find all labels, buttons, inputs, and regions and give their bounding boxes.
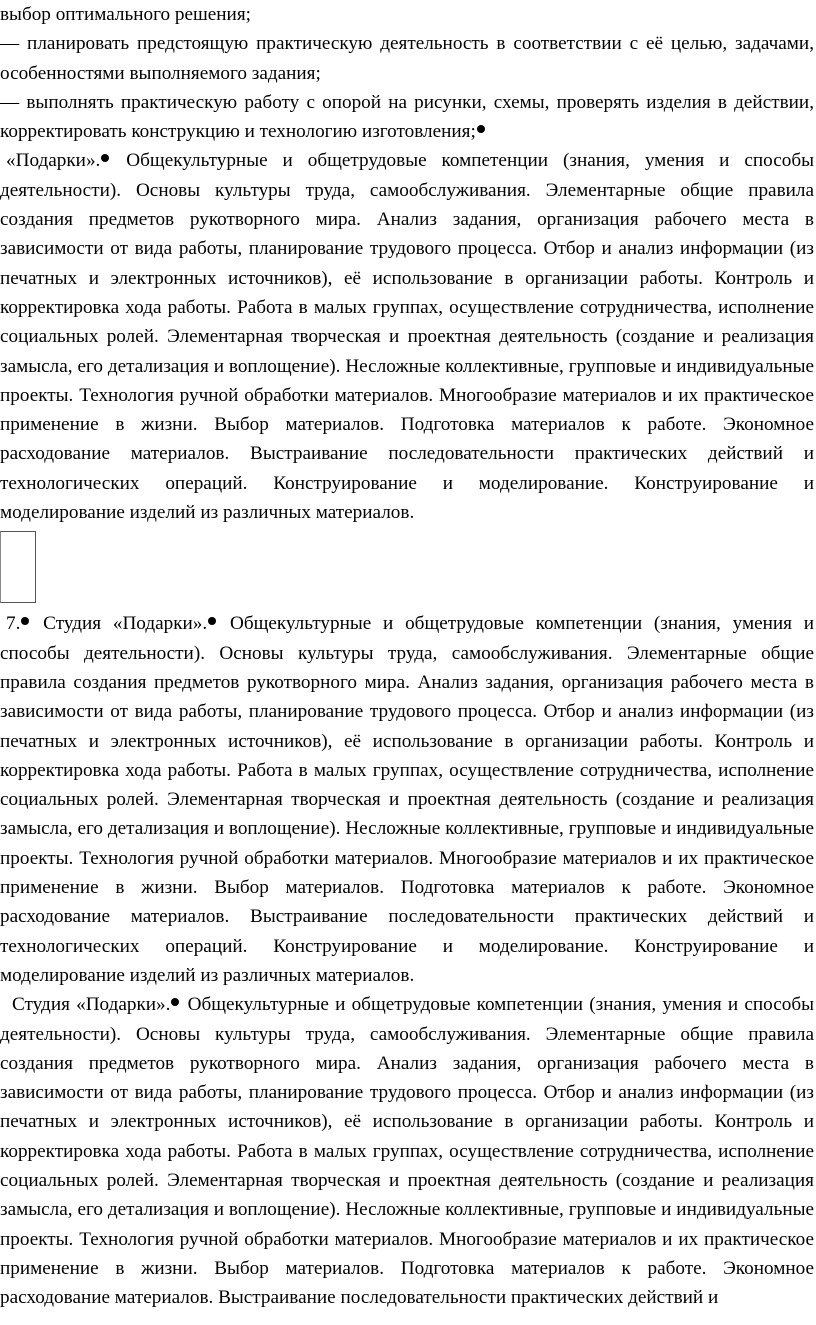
bullet-icon xyxy=(21,617,29,625)
gifts-title: «Подарки». xyxy=(6,150,101,172)
studio-title: Студия «Подарки». xyxy=(31,613,208,635)
bullet-icon xyxy=(477,125,485,133)
bullet-icon xyxy=(208,617,216,625)
studio-body-repeat: Общекультурные и общетрудовые компетенции (знания, умения и способы деятельности). Основы культуры труда, самообслуживания. Элементарные общие правила создания предметов рукотворного мира. Анализ задания, организация рабочего места в зависимости от вида работы, планирование трудового процесса. Отбор и анализ информации (из печатных и электронных источников), её использование в организации работы. Контроль и корректировка хода работы. Работа в малых группах, осуществление сотрудничества, исполнение социальных ролей. Элементарная творческая и проектная деятельность (создание и реализация замысла, его детализация и воплощение). Несложные коллективные, групповые и индивидуальные проекты. Технология ручной обработки материалов. Многообразие материалов и их практическое применение в жизни. Выбор материалов. Подготовка материалов к работе. Экономное расходование материалов. Выстраивание последовательности практических действий и xyxy=(0,994,814,1309)
text-line-execute xyxy=(0,88,814,147)
gifts-body: Общекультурные и общетрудовые компетенции (знания, умения и способы деятельности). Основы культуры труда, самообслуживания. Элементарные общие правила создания предметов рукотворного мира. Анализ задания, организация рабочего места в зависимости от вида работы, планирование трудового процесса. Отбор и анализ информации (из печатных и электронных источников), её использование в организации работы. Контроль и корректировка хода работы. Работа в малых группах, осуществление сотрудничества, исполнение социальных ролей. Элементарная творческая и проектная деятельность (создание и реализация замысла, его детализация и воплощение). Несложные коллективные, групповые и индивидуальные проекты. Технология ручной обработки материалов. Многообразие материалов и их практическое применение в жизни. Выбор материалов. Подготовка материалов к работе. Экономное расходование материалов. Выстраивание последовательности практических действий и технологических операций. Конструирование и моделирование. Конструирование и моделирование изделий из различных материалов. xyxy=(0,150,814,524)
section-number: 7. xyxy=(6,613,21,635)
paragraph-gifts-1 xyxy=(0,146,814,527)
text-line-choice: выбор оптимального решения; xyxy=(0,4,251,25)
bullet-icon xyxy=(171,998,179,1006)
paragraph-studio-repeat xyxy=(0,990,814,1312)
execute-text: — выполнять практическую работу с опорой на рисунки, схемы, проверять изделия в действии, корректировать конструкцию и технологию изготовления; xyxy=(0,91,814,143)
studio-body: Общекультурные и общетрудовые компетенции (знания, умения и способы деятельности). Основы культуры труда, самообслуживания. Элементарные общие правила создания предметов рукотворного мира. Анализ задания, организация рабочего места в зависимости от вида работы, планирование трудового процесса. Отбор и анализ информации (из печатных и электронных источников), её использование в организации работы. Контроль и корректировка хода работы. Работа в малых группах, осуществление сотрудничества, исполнение социальных ролей. Элементарная творческая и проектная деятельность (создание и реализация замысла, его детализация и воплощение). Несложные коллективные, групповые и индивидуальные проекты. Технология ручной обработки материалов. Многообразие материалов и их практическое применение в жизни. Выбор материалов. Подготовка материалов к работе. Экономное расходование материалов. Выстраивание последовательности практических действий и технологических операций. Конструирование и моделирование. Конструирование и моделирование изделий из различных материалов. xyxy=(0,613,815,986)
text-line-plan: — планировать предстоящую практическую деятельность в соответствии с её целью, задачами, особенностями выполняемого задания; xyxy=(0,33,814,84)
studio-title-repeat: Студия «Подарки». xyxy=(12,994,171,1016)
bullet-icon xyxy=(101,154,109,162)
empty-frame-box xyxy=(0,531,36,603)
paragraph-studio-7 xyxy=(0,609,814,990)
